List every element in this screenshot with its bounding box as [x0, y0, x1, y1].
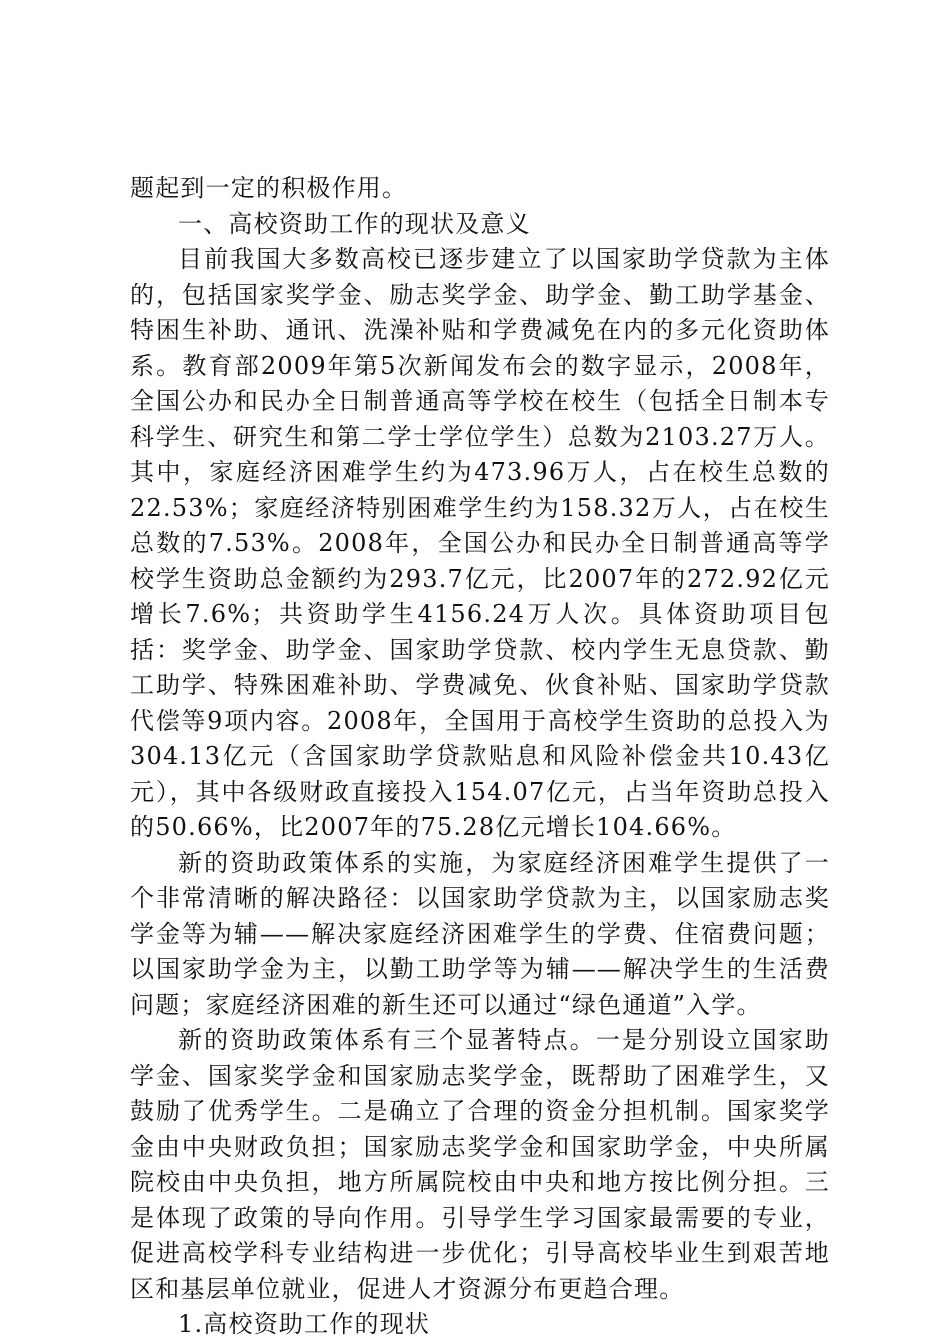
document-body	[130, 171, 830, 1343]
section-heading: 一、高校资助工作的现状及意义	[178, 209, 531, 238]
continuation-paragraph: 题起到一定的积极作用。	[130, 174, 408, 202]
body-paragraph: 新的资助政策体系有三个显著特点。一是分别设立国家助学金、国家奖学金和国家励志奖学金，既帮助了困难学生，又鼓励了优秀学生。二是确立了合理的资金分担机制。国家奖学金由中央财政负担；国家励志奖学金和国家助学金，中央所属院校由中央负担，地方所属院校由中央和地方按比例分担。三是体现了政策的导向作用。引导学生学习国家最需要的专业，促进高校学科专业结构进一步优化；引导高校毕业生到艰苦地区和基层单位就业，促进人才资源分布更趋合理。	[130, 1026, 830, 1303]
subsection-heading: 1.高校资助工作的现状	[178, 1310, 431, 1338]
body-paragraph: 新的资助政策体系的实施，为家庭经济困难学生提供了一个非常清晰的解决路径：以国家助学贷款为主，以国家励志奖学金等为辅——解决家庭经济困难学生的学费、住宿费问题；以国家助学金为主，以勤工助学等为辅——解决学生的生活费问题；家庭经济困难的新生还可以通过“绿色通道”入学。	[130, 848, 830, 1019]
body-paragraph: 目前我国大多数高校已逐步建立了以国家助学贷款为主体的，包括国家奖学金、励志奖学金、助学金、勤工助学基金、特困生补助、通讯、洗澡补贴和学费减免在内的多元化资助体系。教育部2009年第5次新闻发布会的数字显示，2008年，全国公办和民办全日制普通高等学校在校生（包括全日制本专科学生、研究生和第二学士学位学生）总数为2103.27万人。其中，家庭经济困难学生约为473.96万人，占在校生总数的22.53%；家庭经济特别困难学生约为158.32万人，占在校生总数的7.53%。2008年，全国公办和民办全日制普通高等学校学生资助总金额约为293.7亿元，比2007年的272.92亿元增长7.6%；共资助学生4156.24万人次。具体资助项目包括：奖学金、助学金、国家助学贷款、校内学生无息贷款、勤工助学、特殊困难补助、学费减免、伙食补贴、国家助学贷款代偿等9项内容。2008年，全国用于高校学生资助的总投入为304.13亿元（含国家助学贷款贴息和风险补偿金共10.43亿元），其中各级财政直接投入154.07亿元，占当年资助总投入的50.66%，比2007年的75.28亿元增长104.66%。	[130, 245, 830, 841]
